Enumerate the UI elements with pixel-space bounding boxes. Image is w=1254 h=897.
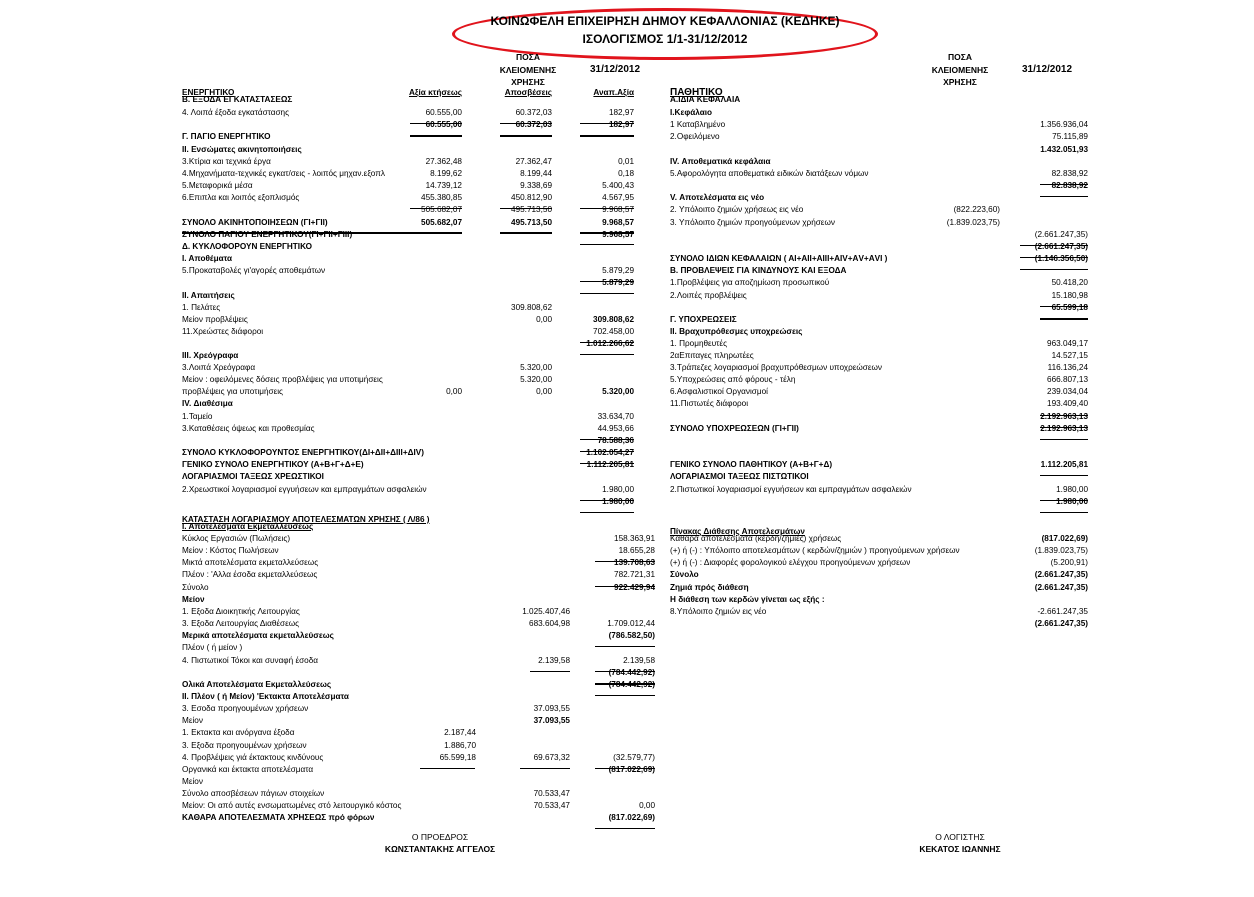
distribution-label: Η διάθεση των κερδών γίνεται ως εξής : [670,595,825,604]
result-col2: 683.604,98 [529,619,570,628]
asset-net-value: 1.012.266,62 [586,339,634,348]
liability-label: Β. ΠΡΟΒΛΕΨΕΙΣ ΓΙΑ ΚΙΝΔΥΝΟΥΣ ΚΑΙ ΕΞΟΔΑ [670,266,847,275]
asset-net-value: 4.567,95 [602,193,634,202]
page-subtitle: ΙΣΟΛΟΓΙΣΜΟΣ 1/1-31/12/2012 [582,32,748,46]
asset-net-value: 33.634,70 [597,412,634,421]
result-label: 3. Εξοδα προηγουμένων χρήσεων [182,741,307,750]
rule [420,768,475,769]
rule [520,768,570,769]
result-label: Σύνολο [182,583,209,592]
result-col2: 1.025.407,46 [522,607,570,616]
result-col3: (32.579,77) [613,753,655,762]
asset-depreciation: 309.808,62 [511,303,552,312]
result-label: Μείον: Οι από αυτές ενσωματωμένες στό λειτουργικό κόστος [182,801,402,810]
asset-net-value: 1.980,00 [602,485,634,494]
asset-depreciation: 495.713,50 [511,218,552,227]
result-col3: 158.363,91 [614,534,655,543]
rule [580,451,634,452]
asset-acquisition-value: 455.380,85 [421,193,462,202]
asset-label: Δ. ΚΥΚΛΟΦΟΡΟΥΝ ΕΝΕΡΓΗΤΙΚΟ [182,242,312,251]
liability-label: Ι.Κεφάλαιο [670,108,713,117]
liability-label: 3. Υπόλοιπο ζημιών προηγούμενων χρήσεων [670,218,835,227]
asset-depreciation: 60.372,03 [515,120,552,129]
liability-value: 193.409,40 [1047,399,1088,408]
distribution-value: (5.200,91) [1050,558,1088,567]
rule [595,768,655,769]
liability-value: 14.527,15 [1051,351,1088,360]
rule [580,293,634,294]
asset-label: προβλέψεις για υποτιμήσεις [182,387,284,396]
asset-label: 6.Επιπλα και λοιπός εξοπλισμός [182,193,300,202]
asset-label: ΙΙΙ. Χρεόγραφα [182,351,239,360]
result-col2: 37.093,55 [533,704,570,713]
asset-label: Μείον προβλέψεις [182,315,248,324]
asset-label: ΙV. Διαθέσιμα [182,399,233,408]
col-net-value: Αναπ.Αξία [593,88,634,97]
rule [410,123,462,124]
result-col2: 70.533,47 [533,801,570,810]
result-label: Σύνολο αποσβέσεων πάγιων στοιχείων [182,789,325,798]
page-title: ΚΟΙΝΩΦΕΛΗ ΕΠΙΧΕΙΡΗΣΗ ΔΗΜΟΥ ΚΕΦΑΛΛΟΝΙΑΣ (ΚΕΔΗΚΕ) [490,14,840,28]
col-acquisition-value: Αξία κτήσεως [408,88,462,97]
asset-label: ΣΥΝΟΛΟ ΚΥΚΛΟΦΟΡΟΥΝΤΟΣ ΕΝΕΡΓΗΤΙΚΟΥ(ΔΙ+ΔΙΙ+ΔΙΙΙ+ΔΙV) [182,448,424,457]
rule [580,281,634,282]
liability-label: ΙΙ. Βραχυπρόθεσμες υποχρεώσεις [670,327,803,336]
result-label: 3. Εσοδα προηγουμένων χρήσεων [182,704,309,713]
result-label: Μερικά αποτελέσματα εκμεταλλεύσεως [182,631,334,640]
result-col3: 1.709.012,44 [607,619,655,628]
asset-acquisition-value: 505.682,07 [421,218,462,227]
result-col3: (784.442,92) [608,680,655,689]
liability-value: 1.112.205,81 [1040,460,1088,469]
liability-label: Α.ΙΔΙΑ ΚΕΦΑΛΑΙΑ [670,95,741,104]
right-head-date: 31/12/2012 [1022,64,1073,75]
rule [580,342,634,343]
rule [1040,184,1088,185]
asset-net-value: 1.112.205,81 [586,460,634,469]
result-label: 3. Εξοδα Λειτουργίας Διαθέσεως [182,619,300,628]
asset-label: 1.Ταμείο [182,412,213,421]
liability-label: Γ. ΥΠΟΧΡΕΩΣΕΙΣ [670,315,737,324]
asset-net-value: 0,18 [618,169,634,178]
distribution-value: (2.661.247,35) [1034,570,1088,579]
result-col3: 922.429,94 [614,583,655,592]
result-label: 4. Προβλέψεις γιά έκτακτους κινδύνους [182,753,324,762]
liability-value: 666.807,13 [1047,375,1088,384]
rule [530,671,570,672]
distribution-label: Σύνολο [670,570,699,579]
result-col1: 1.886,70 [444,741,476,750]
asset-depreciation: 495.713,50 [511,205,552,214]
result-label: ΙΙ. Πλέον ( ή Μείον) 'Εκτακτα Αποτελέσματα [182,692,349,701]
liability-label: ΛΟΓΑΡΙΑΣΜΟΙ ΤΑΞΕΩΣ ΠΙΣΤΩΤΙΚΟΙ [670,472,809,481]
result-col3: 139.708,63 [614,558,655,567]
liability-partial-value: (1.839.023,75) [946,218,1000,227]
rule [580,135,634,137]
liability-value: 15.180,98 [1051,291,1088,300]
liability-label: 1 Καταβλημένο [670,120,726,129]
liability-value: 75.115,89 [1052,132,1088,141]
rule [595,586,655,587]
result-col3: (786.582,50) [608,631,655,640]
left-head-date: 31/12/2012 [590,64,641,75]
result-label: ΚΑΘΑΡΑ ΑΠΟΤΕΛΕΣΜΑΤΑ ΧΡΗΣΕΩΣ πρό φόρων [182,813,375,822]
distribution-label: 8.Υπόλοιπο ζημιών εις νέο [670,607,767,616]
rule [1040,318,1088,320]
result-label: Μείον [182,595,205,604]
asset-net-value: 9.968,57 [602,205,634,214]
liability-label: 2. Υπόλοιπο ζημιών χρήσεως εις νέο [670,205,804,214]
asset-label: ΓΕΝΙΚΟ ΣΥΝΟΛΟ ΕΝΕΡΓΗΤΙΚΟΥ (Α+Β+Γ+Δ+Ε) [182,460,364,469]
asset-label: 2.Χρεωστικοί λογαριασμοί εγγυήσεων και εμπραγμάτων ασφαλειών [182,485,427,494]
asset-net-value: 182,97 [608,108,634,117]
result-col2: 2.139,58 [538,656,570,665]
result-label: 1. Εξοδα Διοικητικής Λειτουργίας [182,607,300,616]
distribution-value: (817.022,69) [1041,534,1088,543]
rule [595,671,655,672]
rule [580,512,634,513]
asset-net-value: 44.953,66 [597,424,634,433]
asset-net-value: 0,01 [618,157,634,166]
president-role: Ο ΠΡΟΕΔΡΟΣ [411,832,469,842]
asset-depreciation: 5.320,00 [520,363,552,372]
liability-value: 116.136,24 [1047,363,1088,372]
result-col3: (817.022,69) [608,765,655,774]
liability-label: 3.Τράπεζες λογαριασμοί βραχυπρόθεσμων υποχρεώσεων [670,363,882,372]
asset-depreciation: 8.199,44 [520,169,552,178]
liability-value: 50.418,20 [1051,278,1088,287]
rule [1040,500,1088,501]
asset-depreciation: 60.372,03 [515,108,552,117]
asset-net-value: 182,97 [608,120,634,129]
liability-label: 1. Προμηθευτές [670,339,728,348]
asset-label: 4. Λοιπά έξοδα εγκατάστασης [182,108,290,117]
rule [1040,439,1088,440]
distribution-value: -2.661.247,35 [1037,607,1088,616]
rule [595,828,655,829]
rule [1040,306,1088,307]
result-col3: 18.655,28 [618,546,655,555]
liability-value: 82.838,92 [1051,169,1088,178]
result-label: Ολικά Αποτελέσματα Εκμεταλλεύσεως [182,680,332,689]
rule [580,439,634,440]
result-col1: 2.187,44 [444,728,476,737]
asset-label: 5.Προκαταβολές γι'αγορές αποθεμάτων [182,266,326,275]
asset-acquisition-value: 505.682,07 [421,205,462,214]
rule [182,232,462,234]
liability-label: 5.Υποχρεώσεις από φόρους - τέλη [670,375,796,384]
result-col3: (784.442,92) [608,668,655,677]
result-label: Πλέον : 'Αλλα έσοδα εκμεταλλεύσεως [182,570,318,579]
rule [580,208,634,209]
liability-value: 963.049,17 [1047,339,1088,348]
liability-label: ΣΥΝΟΛΟ ΙΔΙΩΝ ΚΕΦΑΛΑΙΩΝ ( ΑΙ+ΑΙΙ+ΑΙΙΙ+ΑΙV+ΑV+ΑVΙ ) [670,254,888,263]
distribution-label: (+) ή (-) : Υπόλοιπο αποτελεσμάτων ( κερδών/ζημιών ) προηγούμενων χρήσεων [670,546,960,555]
asset-net-value: 309.808,62 [593,315,634,324]
asset-label: Μείον : οφειλόμενες δόσεις προβλέψεις για υποτιμήσεις [182,375,383,384]
liability-value: 65.599,18 [1051,303,1088,312]
distribution-value: (1.839.023,75) [1034,546,1088,555]
asset-label: 3.Λοιπά Χρεόγραφα [182,363,256,372]
asset-net-value: 5.879,29 [602,278,634,287]
liability-label: 5.Αφορολόγητα αποθεματικά ειδικών διατάξεων νόμων [670,169,869,178]
rule [580,123,634,124]
rule [410,208,462,209]
distribution-value: (2.661.247,35) [1034,583,1088,592]
asset-label: ΣΥΝΟΛΟ ΑΚΙΝΗΤΟΠΟΙΗΣΕΩΝ (ΓΙ+ΓΙΙ) [182,218,328,227]
asset-label: ΛΟΓΑΡΙΑΣΜΟΙ ΤΑΞΕΩΣ ΧΡΕΩΣΤΙΚΟΙ [182,472,324,481]
asset-net-value: 1.102.054,27 [586,448,634,457]
liability-label: V. Αποτελέσματα εις νέο [670,193,765,202]
asset-acquisition-value: 14.739,12 [425,181,462,190]
liability-value: 82.838,92 [1051,181,1088,190]
rule [1040,512,1088,513]
result-col2: 69.673,32 [533,753,570,762]
rule [580,244,634,245]
results-title: ΚΑΤΑΣΤΑΣΗ ΛΟΓΑΡΙΑΣΜΟΥ ΑΠΟΤΕΛΕΣΜΑΤΩΝ ΧΡΗΣΗΣ ( Λ/86 ) [182,515,430,524]
col-depreciation: Αποσβέσεις [504,88,552,97]
assets-section-title: ΕΝΕΡΓΗΤΙΚΟ [182,88,235,97]
result-label: Μικτά αποτελέσματα εκμεταλλεύσεως [182,558,319,567]
asset-depreciation: 450.812,90 [511,193,552,202]
asset-label: 3.Καταθέσεις όψεως και προθεσμίας [182,424,315,433]
rule [595,695,655,696]
result-col3: 2.139,58 [623,656,655,665]
liability-label: 2αΕπιταγες πληρωτέες [670,351,754,360]
asset-acquisition-value: 27.362,48 [425,157,462,166]
rule [1040,196,1088,197]
right-head-posa: ΠΟΣΑ [948,52,972,62]
asset-net-value: 9.968,57 [602,230,634,239]
asset-depreciation: 27.362,47 [515,157,552,166]
liability-label: ΣΥΝΟΛΟ ΥΠΟΧΡΕΩΣΕΩΝ (ΓΙ+ΓΙΙ) [670,424,799,433]
asset-label: Ι. Αποθέματα [182,254,233,263]
asset-net-value: 702.458,00 [593,327,634,336]
asset-label: ΙΙ. Ενσώματες ακινητοποιήσεις [182,145,302,154]
left-head-posa: ΠΟΣΑ [516,52,540,62]
distribution-value: (2.661.247,35) [1034,619,1088,628]
rule [580,354,634,355]
asset-label: 1. Πελάτες [182,303,221,312]
liability-value: 1.432.051,93 [1040,145,1088,154]
asset-depreciation: 9.338,69 [520,181,552,190]
result-label: 1. Εκτακτα και ανόργανα έξοδα [182,728,295,737]
liability-label: 6.Ασφαλιστικοί Οργανισμοί [670,387,768,396]
asset-label: ΣΥΝΟΛΟ ΠΑΓΙΟΥ ΕΝΕΡΓΗΤΙΚΟΥ(ΓΙ+ΓΙΙ+ΓΙΙΙ) [182,230,353,239]
left-head-kleiomenis: ΚΛΕΙΟΜΕΝΗΣ [499,65,557,75]
result-label: 4. Πιστωτικοί Τόκοι και συναφή έσοδα [182,656,318,665]
asset-label: Β. ΕΞΟΔΑ ΕΓΚΑΤΑΣΤΑΣΕΩΣ [182,95,293,104]
rule [500,232,552,234]
rule [1040,427,1088,428]
liability-partial-value: (822.223,60) [953,205,1000,214]
result-col3: 782.721,31 [614,570,655,579]
liability-label: 11.Πιστωτές διάφοροι [670,399,749,408]
liability-label: 2.Οφειλόμενο [670,132,720,141]
liabilities-section-title: ΠΑΘΗΤΙΚΟ [670,87,723,98]
asset-acquisition-value: 0,00 [446,387,462,396]
asset-net-value: 5.400,43 [602,181,634,190]
distribution-label: Ζημιά πρός διάθεση [670,583,749,592]
asset-label: 11.Χρεώστες διάφοροι [182,327,264,336]
rule [595,561,655,562]
liability-value: (1.146.356,50) [1034,254,1088,263]
liability-label: ΙV. Αποθεματικά κεφάλαια [670,157,771,166]
asset-acquisition-value: 60.555,00 [425,120,462,129]
rule [580,232,634,234]
liability-value: (2.661.247,35) [1034,230,1088,239]
president-name: ΚΩΝΣΤΑΝΤΑΚΗΣ ΑΓΓΕΛΟΣ [384,844,496,854]
rule [1020,257,1088,258]
asset-acquisition-value: 8.199,62 [430,169,462,178]
asset-net-value: 5.879,29 [602,266,634,275]
asset-acquisition-value: 60.555,00 [425,108,462,117]
asset-depreciation: 5.320,00 [520,375,552,384]
liability-value: 1.980,00 [1056,497,1088,506]
liability-value: 1.356.936,04 [1040,120,1088,129]
result-label: Ι. Αποτελέσματα Εκμεταλλεύσεως [182,522,314,531]
asset-net-value: 1.980,00 [602,497,634,506]
rule [1040,475,1088,476]
rule [410,135,462,137]
result-label: Κύκλος Εργασιών (Πωλήσεις) [182,534,291,543]
asset-depreciation: 0,00 [536,387,552,396]
liability-label: 1.Προβλέψεις για αποζημίωση προσωπικού [670,278,830,287]
asset-net-value: 5.320,00 [602,387,634,396]
result-label: Μείον [182,716,203,725]
liability-value: 2.192.963,13 [1040,424,1088,433]
rule [500,208,552,209]
asset-label: 3.Κτίρια και τεχνικά έργα [182,157,271,166]
rule [1020,269,1088,270]
result-col2: 37.093,55 [533,716,570,725]
left-head-xrisis: ΧΡΗΣΗΣ [511,77,545,87]
right-head-xrisis: ΧΡΗΣΗΣ [943,77,977,87]
accountant-name: ΚΕΚΑΤΟΣ ΙΩΑΝΝΗΣ [919,844,1001,854]
result-label: Μείον [182,777,203,786]
rule [500,135,552,137]
rule [580,463,634,464]
liability-value: 2.192.963,13 [1040,412,1088,421]
rule [580,500,634,501]
result-col3: 0,00 [639,801,655,810]
liability-label: 2.Πιστωτικοί λογαριασμοί εγγυήσεων και εμπραγμάτων ασφαλειών [670,485,912,494]
distribution-title: Πίνακας Διάθεσης Αποτελεσμάτων [670,527,805,536]
rule [595,683,655,685]
asset-label: 4.Μηχανήματα-τεχνικές εγκατ/σεις - λοιπός μηχαν.εξοπλ [182,169,385,178]
right-head-kleiomenis: ΚΛΕΙΟΜΕΝΗΣ [931,65,989,75]
liability-value: 1.980,00 [1056,485,1088,494]
liability-value: (2.661.247,35) [1034,242,1088,251]
rule [595,646,655,647]
distribution-label: (+) ή (-) : Διαφορές φορολογικού ελέγχου προηγούμενων χρήσεων [670,558,911,567]
result-label: Πλέον ( ή μείον ) [182,643,243,652]
rule [1020,245,1088,246]
result-col2: 70.533,47 [533,789,570,798]
result-col1: 65.599,18 [439,753,476,762]
liability-label: ΓΕΝΙΚΟ ΣΥΝΟΛΟ ΠΑΘΗΤΙΚΟΥ (Α+Β+Γ+Δ) [670,460,833,469]
rule [500,123,552,124]
asset-depreciation: 0,00 [536,315,552,324]
asset-label: Γ. ΠΑΓΙΟ ΕΝΕΡΓΗΤΙΚΟ [182,132,271,141]
asset-label: 5.Μεταφορικά μέσα [182,181,253,190]
accountant-role: Ο ΛΟΓΙΣΤΗΣ [935,832,985,842]
distribution-label: Καθαρά αποτελέσματα (κέρδη/ζημιές) χρήσεως [670,534,842,543]
liability-label: 2.Λοιπές προβλέψεις [670,291,747,300]
asset-net-value: 78.588,36 [597,436,634,445]
result-label: Μείον : Κόστος Πωλήσεων [182,546,279,555]
result-label: Οργανικά και έκτακτα αποτελέσματα [182,765,314,774]
asset-net-value: 9.968,57 [602,218,634,227]
asset-label: ΙΙ. Απαιτήσεις [182,291,235,300]
liability-value: 239.034,04 [1047,387,1088,396]
result-col3: (817.022,69) [608,813,655,822]
rule [1040,415,1088,416]
